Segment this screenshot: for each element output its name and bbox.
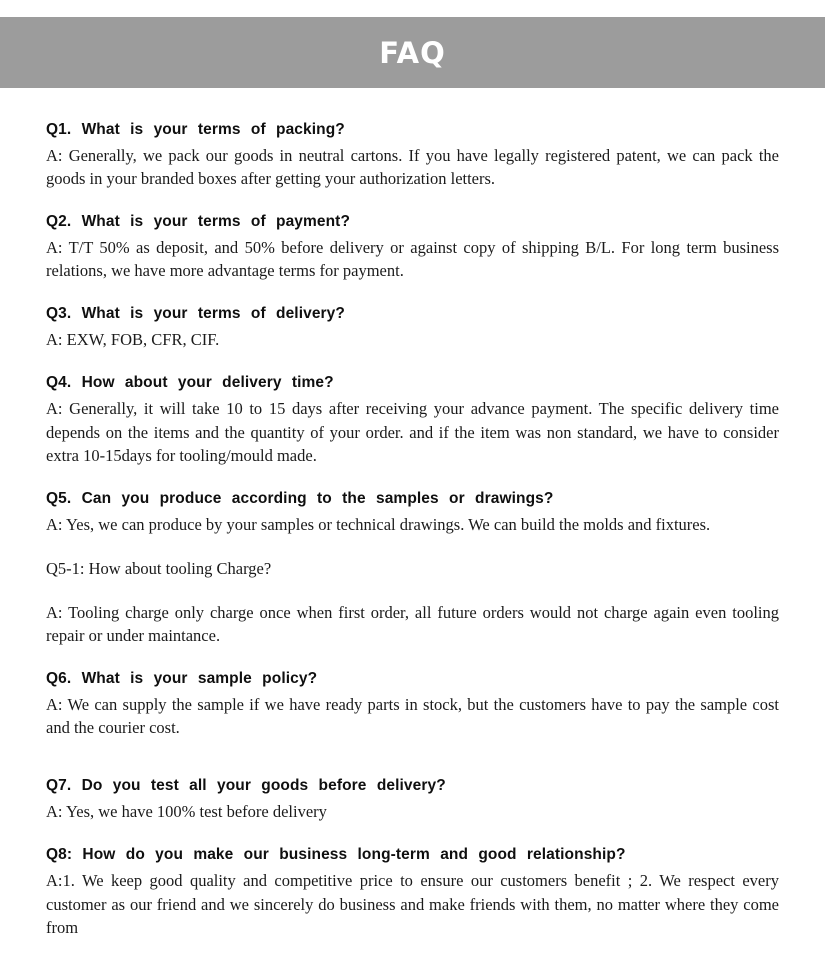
faq-item-q3 [46,305,779,351]
faq-question: Q5. Can you produce according to the samples or drawings? [46,489,554,507]
faq-sub-answer: A: Tooling charge only charge once when first order, all future orders would not charge again even tooling repair or under maintance. [46,602,779,646]
faq-answer: A: Generally, we pack our goods in neutral cartons. If you have legally registered patent, we can pack the goods in your branded boxes after getting your authorization letters. [46,146,779,189]
faq-answer: A: Yes, we can produce by your samples or technical drawings. We can build the molds and fixtures. [46,514,711,534]
faq-header-banner [0,17,825,88]
faq-answer: A:1. We keep good quality and competitive price to ensure our customers benefit ; 2. We respect every customer as our friend and we sincerely do business and make friends with them, no matter where they come from [46,871,779,937]
faq-question: Q1. What is your terms of packing? [46,121,345,138]
faq-item-q1 [46,121,779,190]
faq-question: Q6. What is your sample policy? [46,670,318,688]
faq-answer: A: We can supply the sample if we have ready parts in stock, but the customers have to pay the sample cost and the courier cost. [46,695,779,738]
faq-content [0,88,825,939]
faq-item-q7 [46,777,779,823]
faq-sub-question: Q5-1: How about tooling Charge? [46,558,272,578]
faq-question: Q7. Do you test all your goods before delivery? [46,777,446,795]
faq-item-q5 [46,490,779,647]
faq-question: Q4. How about your delivery time? [46,374,334,392]
faq-question: Q3. What is your terms of delivery? [46,305,345,323]
faq-question: Q8: How do you make our business long-term and good relationship? [46,846,626,864]
faq-answer: A: Yes, we have 100% test before delivery [46,802,327,822]
faq-answer: A: Generally, it will take 10 to 15 days after receiving your advance payment. The specific delivery time depends on the items and the quantity of your order. and if the item was non standard, we have to consider extra 10-15days for tooling/mould made. [46,399,779,465]
faq-answer: A: T/T 50% as deposit, and 50% before delivery or against copy of shipping B/L. For long term business relations, we have more advantage terms for payment. [46,238,779,281]
faq-item-q4 [46,374,779,466]
page-title: FAQ [379,35,446,70]
faq-answer: A: EXW, FOB, CFR, CIF. [46,330,220,350]
faq-question: Q2. What is your terms of payment? [46,213,351,231]
faq-item-q6 [46,670,779,739]
faq-item-q8 [46,846,779,938]
faq-item-q2 [46,213,779,282]
